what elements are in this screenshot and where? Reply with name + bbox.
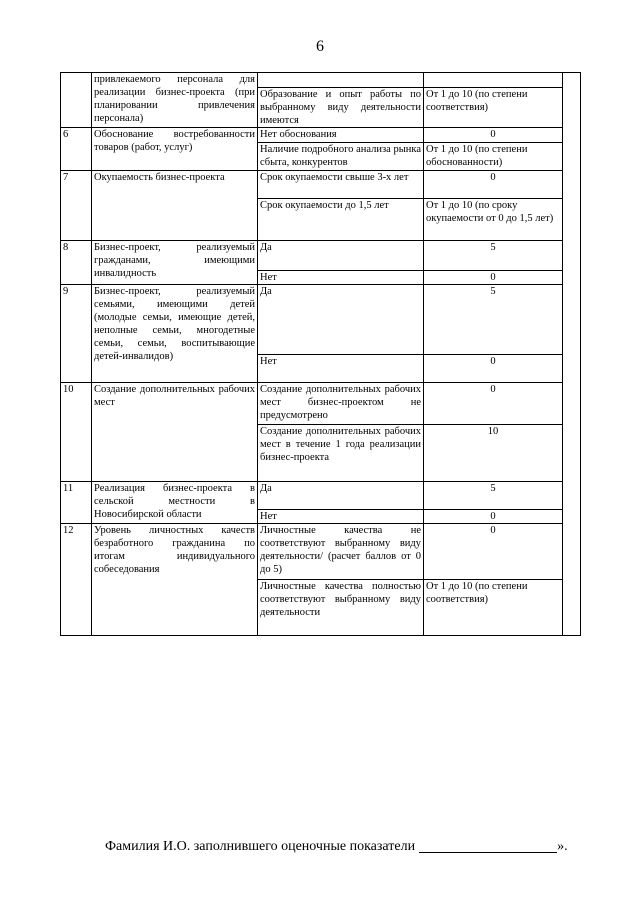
criterion-name: Обоснование востребованности товаров (работ, услуг) [92,128,258,171]
row-number: 10 [61,383,92,482]
indicator-cell: Срок окупаемости свыше 3-х лет [258,171,424,199]
score-cell: 5 [424,285,563,355]
table-row [61,128,581,143]
row-number: 12 [61,524,92,636]
score-cell: 5 [424,241,563,271]
page-number: 6 [316,38,324,55]
indicator-cell [258,73,424,88]
footer-end: ». [557,839,568,854]
score-cell: 10 [424,425,563,482]
indicator-cell: Нет [258,510,424,524]
criterion-name: Реализация бизнес-проекта в сельской местности в Новосибирской области [92,482,258,524]
table-row [61,73,581,88]
footer-label: Фамилия И.О. заполнившего оценочные показатели [105,839,416,854]
indicator-cell: Нет [258,271,424,285]
criterion-name: Уровень личностных качеств безработного гражданина по итогам индивидуального собеседования [92,524,258,636]
score-cell: 0 [424,271,563,285]
score-cell: 0 [424,524,563,580]
score-cell: От 1 до 10 (по степени соответствия) [424,580,563,636]
table-row [61,171,581,199]
score-cell: 5 [424,482,563,510]
indicator-cell: Нет [258,355,424,383]
score-cell: От 1 до 10 (по сроку окупаемости от 0 до 1,5 лет) [424,199,563,241]
row-number: 7 [61,171,92,241]
table-row [61,285,581,355]
indicator-cell: Срок окупаемости до 1,5 лет [258,199,424,241]
row-number: 6 [61,128,92,171]
criterion-name: Окупаемость бизнес-проекта [92,171,258,241]
score-cell: 0 [424,510,563,524]
indicator-cell: Да [258,241,424,271]
score-cell: От 1 до 10 (по степени обоснованности) [424,143,563,171]
indicator-cell: Образование и опыт работы по выбранному виду деятельности имеются [258,88,424,128]
table-row [61,482,581,510]
row-number: 11 [61,482,92,524]
indicator-cell: Личностные качества полностью соответствуют выбранному виду деятельности [258,580,424,636]
table-row [61,241,581,271]
score-cell: 0 [424,383,563,425]
score-cell [424,73,563,88]
indicator-cell: Да [258,285,424,355]
empty-column [563,73,581,636]
score-cell: 0 [424,355,563,383]
score-cell: 0 [424,128,563,143]
indicator-cell: Нет обоснования [258,128,424,143]
row-number: 8 [61,241,92,285]
criteria-table [60,72,581,636]
score-cell: 0 [424,171,563,199]
criterion-name: Бизнес-проект, реализуемый семьями, имеющими детей (молодые семьи, имеющие детей, неполные семьи, многодетные семьи, семьи, воспитывающие детей-инвалидов) [92,285,258,383]
table-row [61,383,581,425]
indicator-cell: Создание дополнительных рабочих мест в течение 1 года реализации бизнес-проекта [258,425,424,482]
criterion-name: Создание дополнительных рабочих мест [92,383,258,482]
indicator-cell: Наличие подробного анализа рынка сбыта, конкурентов [258,143,424,171]
row-number: 9 [61,285,92,383]
criterion-name: Бизнес-проект, реализуемый гражданами, имеющими инвалидность [92,241,258,285]
indicator-cell: Да [258,482,424,510]
table-row [61,524,581,580]
signature-line [105,838,568,855]
score-cell: От 1 до 10 (по степени соответствия) [424,88,563,128]
row-number [61,73,92,128]
name-blank-field[interactable] [419,838,557,853]
indicator-cell: Личностные качества не соответствуют выбранному виду деятельности/ (расчет баллов от 0 до 5) [258,524,424,580]
indicator-cell: Создание дополнительных рабочих мест бизнес-проектом не предусмотрено [258,383,424,425]
criterion-name: привлекаемого персонала для реализации бизнес-проекта (при планировании привлечения персонала) [92,73,258,128]
